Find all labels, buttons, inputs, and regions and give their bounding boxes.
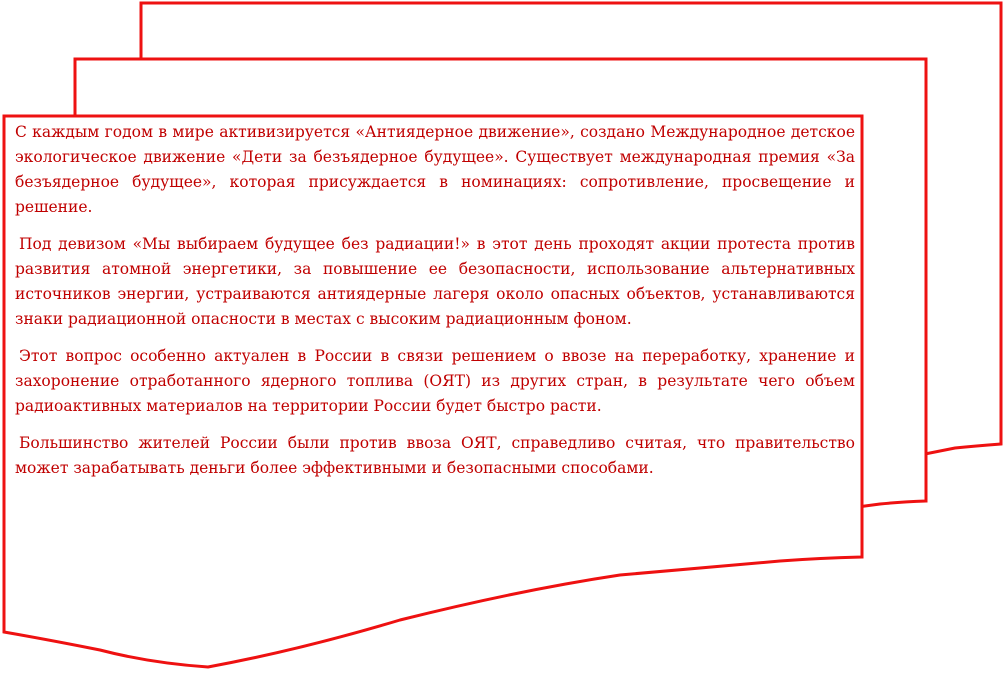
paragraph-1: С каждым годом в мире активизируется «Антиядерное движение», создано Международное детское экологическое движение «Дети за безъядерное будущее». Существует международная премия «За безъядерное будущее», которая присуждается в номинациях: сопротивление, просвещение и решение. <box>15 123 855 216</box>
paragraph-3: Этот вопрос особенно актуален в России в связи решением о ввозе на переработку, хранение и захоронение отработанного ядерного топлива (ОЯТ) из других стран, в результате чего объем радиоактивных материалов на территории России будет быстро расти. <box>15 347 855 415</box>
paragraph-2: Под девизом «Мы выбираем будущее без радиации!» в этот день проходят акции протеста против развития атомной энергетики, за повышение ее безопасности, использование альтернативных источников энергии, устраиваются антиядерные лагеря около опасных объектов, устанавливаются знаки радиационной опасности в местах с высоким радиационным фоном. <box>15 235 855 328</box>
paragraph-4: Большинство жителей России были против ввоза ОЯТ, справедливо считая, что правительство может зарабатывать деньги более эффективными и безопасными способами. <box>15 434 855 477</box>
document-text-block <box>15 120 855 493</box>
